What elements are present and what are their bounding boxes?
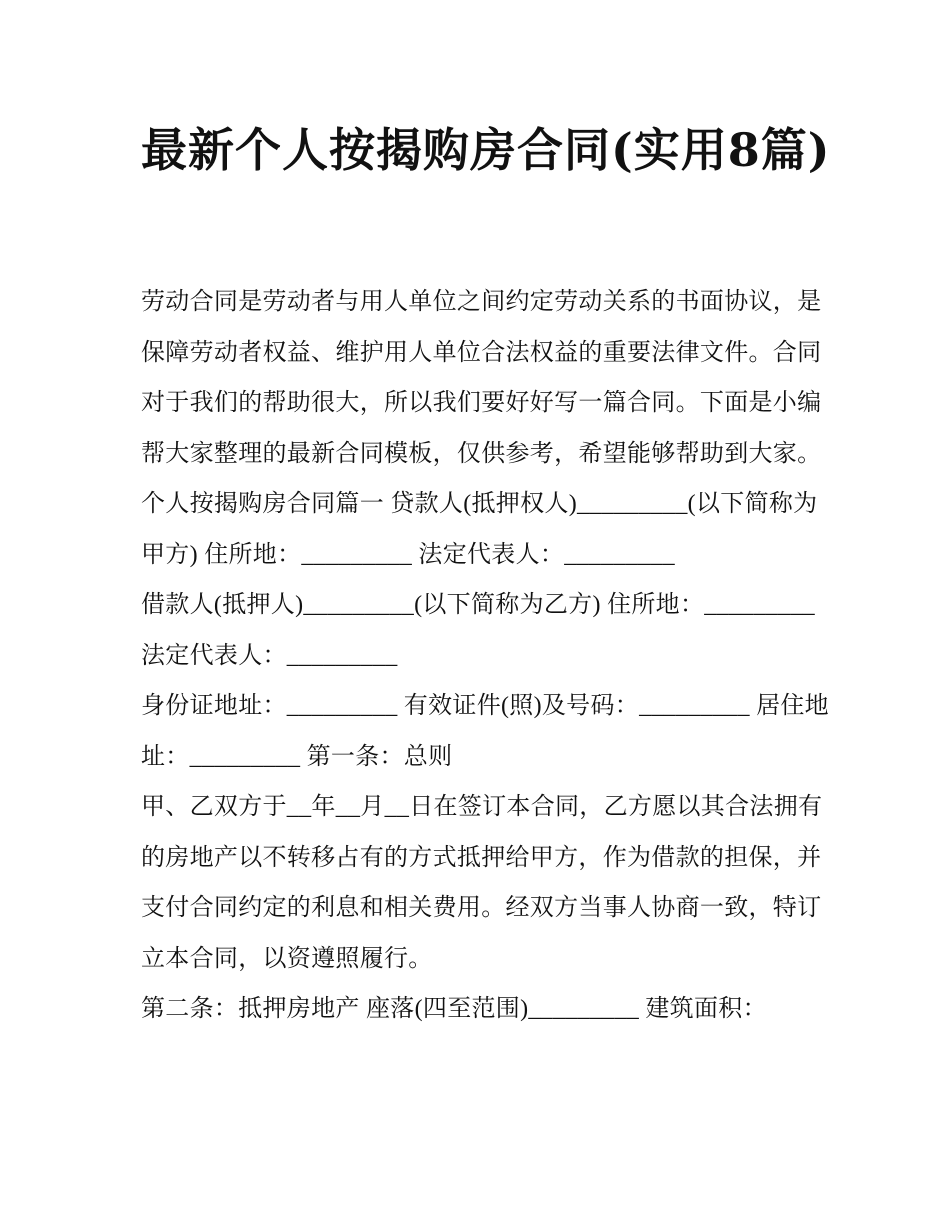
document-body (141, 277, 831, 1035)
intro-paragraph: 劳动合同是劳动者与用人单位之间约定劳动关系的书面协议，是保障劳动者权益、维护用人单位合法权益的重要法律文件。合同对于我们的帮助很大，所以我们要好好写一篇合同。下面是小编帮大家整理的最新合同模板，仅供参考，希望能够帮助到大家。 (141, 289, 822, 467)
article-one-paragraph: 甲、乙双方于__年__月__日在签订本合同，乙方愿以其合法拥有的房地产以不转移占有的方式抵押给甲方，作为借款的担保，并支付合同约定的利息和相关费用。经双方当事人协商一致，特订立本合同，以资遵照履行。 (141, 794, 823, 972)
borrower-info-paragraph: 借款人(抵押人)_________(以下简称为乙方) 住所地：_________ 法定代表人：_________ (141, 592, 815, 669)
lender-info-paragraph: 个人按揭购房合同篇一 贷款人(抵押权人)_________(以下简称为甲方) 住所地：_________ 法定代表人：_________ (141, 491, 818, 568)
article-two-paragraph: 第二条：抵押房地产 座落(四至范围)_________ 建筑面积： (141, 996, 767, 1022)
identity-address-paragraph: 身份证地址：_________ 有效证件(照)及号码：_________ 居住地址：_________ 第一条：总则 (141, 693, 829, 770)
document-title: 最新个人按揭购房合同(实用8篇) (141, 123, 831, 177)
